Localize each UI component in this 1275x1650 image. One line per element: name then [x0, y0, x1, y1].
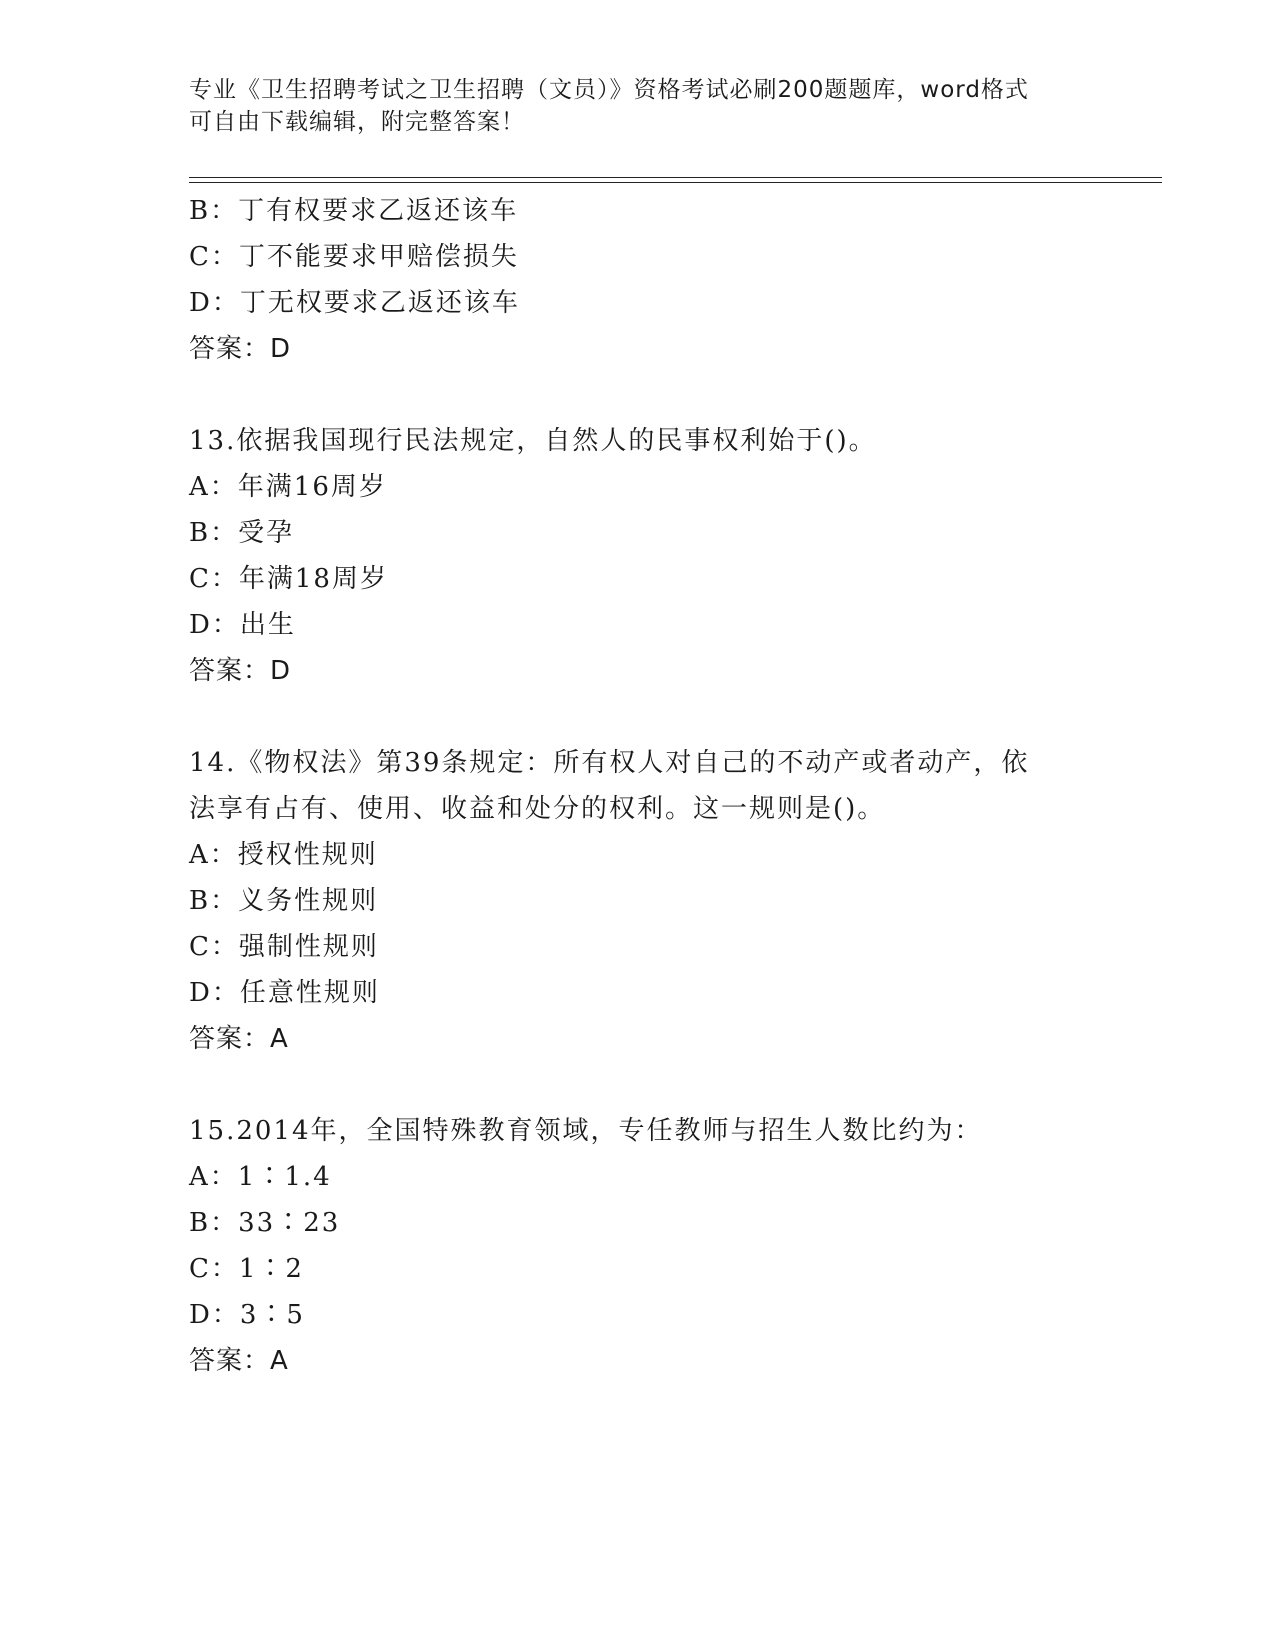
answer: 答案：D: [189, 656, 292, 686]
option: D：任意性规则: [189, 978, 380, 1008]
option: B：义务性规则: [189, 886, 379, 916]
question-stem: 15.2014年，全国特殊教育领域，专任教师与招生人数比约为：: [189, 1116, 983, 1146]
question-stem: 13.依据我国现行民法规定，自然人的民事权利始于()。: [189, 426, 877, 456]
header-line-2: 可自由下载编辑，附完整答案！: [189, 109, 525, 135]
option: A：1∶1.4: [189, 1162, 332, 1192]
option: C：强制性规则: [189, 932, 379, 962]
answer: 答案：D: [189, 334, 292, 364]
document-header: [189, 74, 1089, 138]
header-divider-bottom: [189, 182, 1162, 183]
spacer: [189, 694, 1089, 740]
header-line-1: 专业《卫生招聘考试之卫生招聘（文员）》资格考试必刷200题题库，word格式: [189, 77, 1029, 103]
option: A：年满16周岁: [189, 472, 387, 502]
question-stem: 法享有占有、使用、收益和处分的权利。这一规则是()。: [189, 794, 886, 824]
option: B：33∶23: [189, 1208, 341, 1238]
option: B：受孕: [189, 518, 295, 548]
option: C：1∶2: [189, 1254, 304, 1284]
option: C：年满18周岁: [189, 564, 388, 594]
option: C：丁不能要求甲赔偿损失: [189, 242, 519, 272]
header-divider-top: [189, 177, 1162, 178]
option: D：丁无权要求乙返还该车: [189, 288, 520, 318]
answer: 答案：A: [189, 1346, 289, 1376]
question-content: [189, 188, 1089, 1384]
question-stem: 14.《物权法》第39条规定：所有权人对自己的不动产或者动产，依: [189, 748, 1030, 778]
spacer: [189, 372, 1089, 418]
spacer: [189, 1062, 1089, 1108]
answer: 答案：A: [189, 1024, 289, 1054]
option: B：丁有权要求乙返还该车: [189, 196, 519, 226]
option: D：3∶5: [189, 1300, 305, 1330]
option: D：出生: [189, 610, 296, 640]
option: A：授权性规则: [189, 840, 378, 870]
